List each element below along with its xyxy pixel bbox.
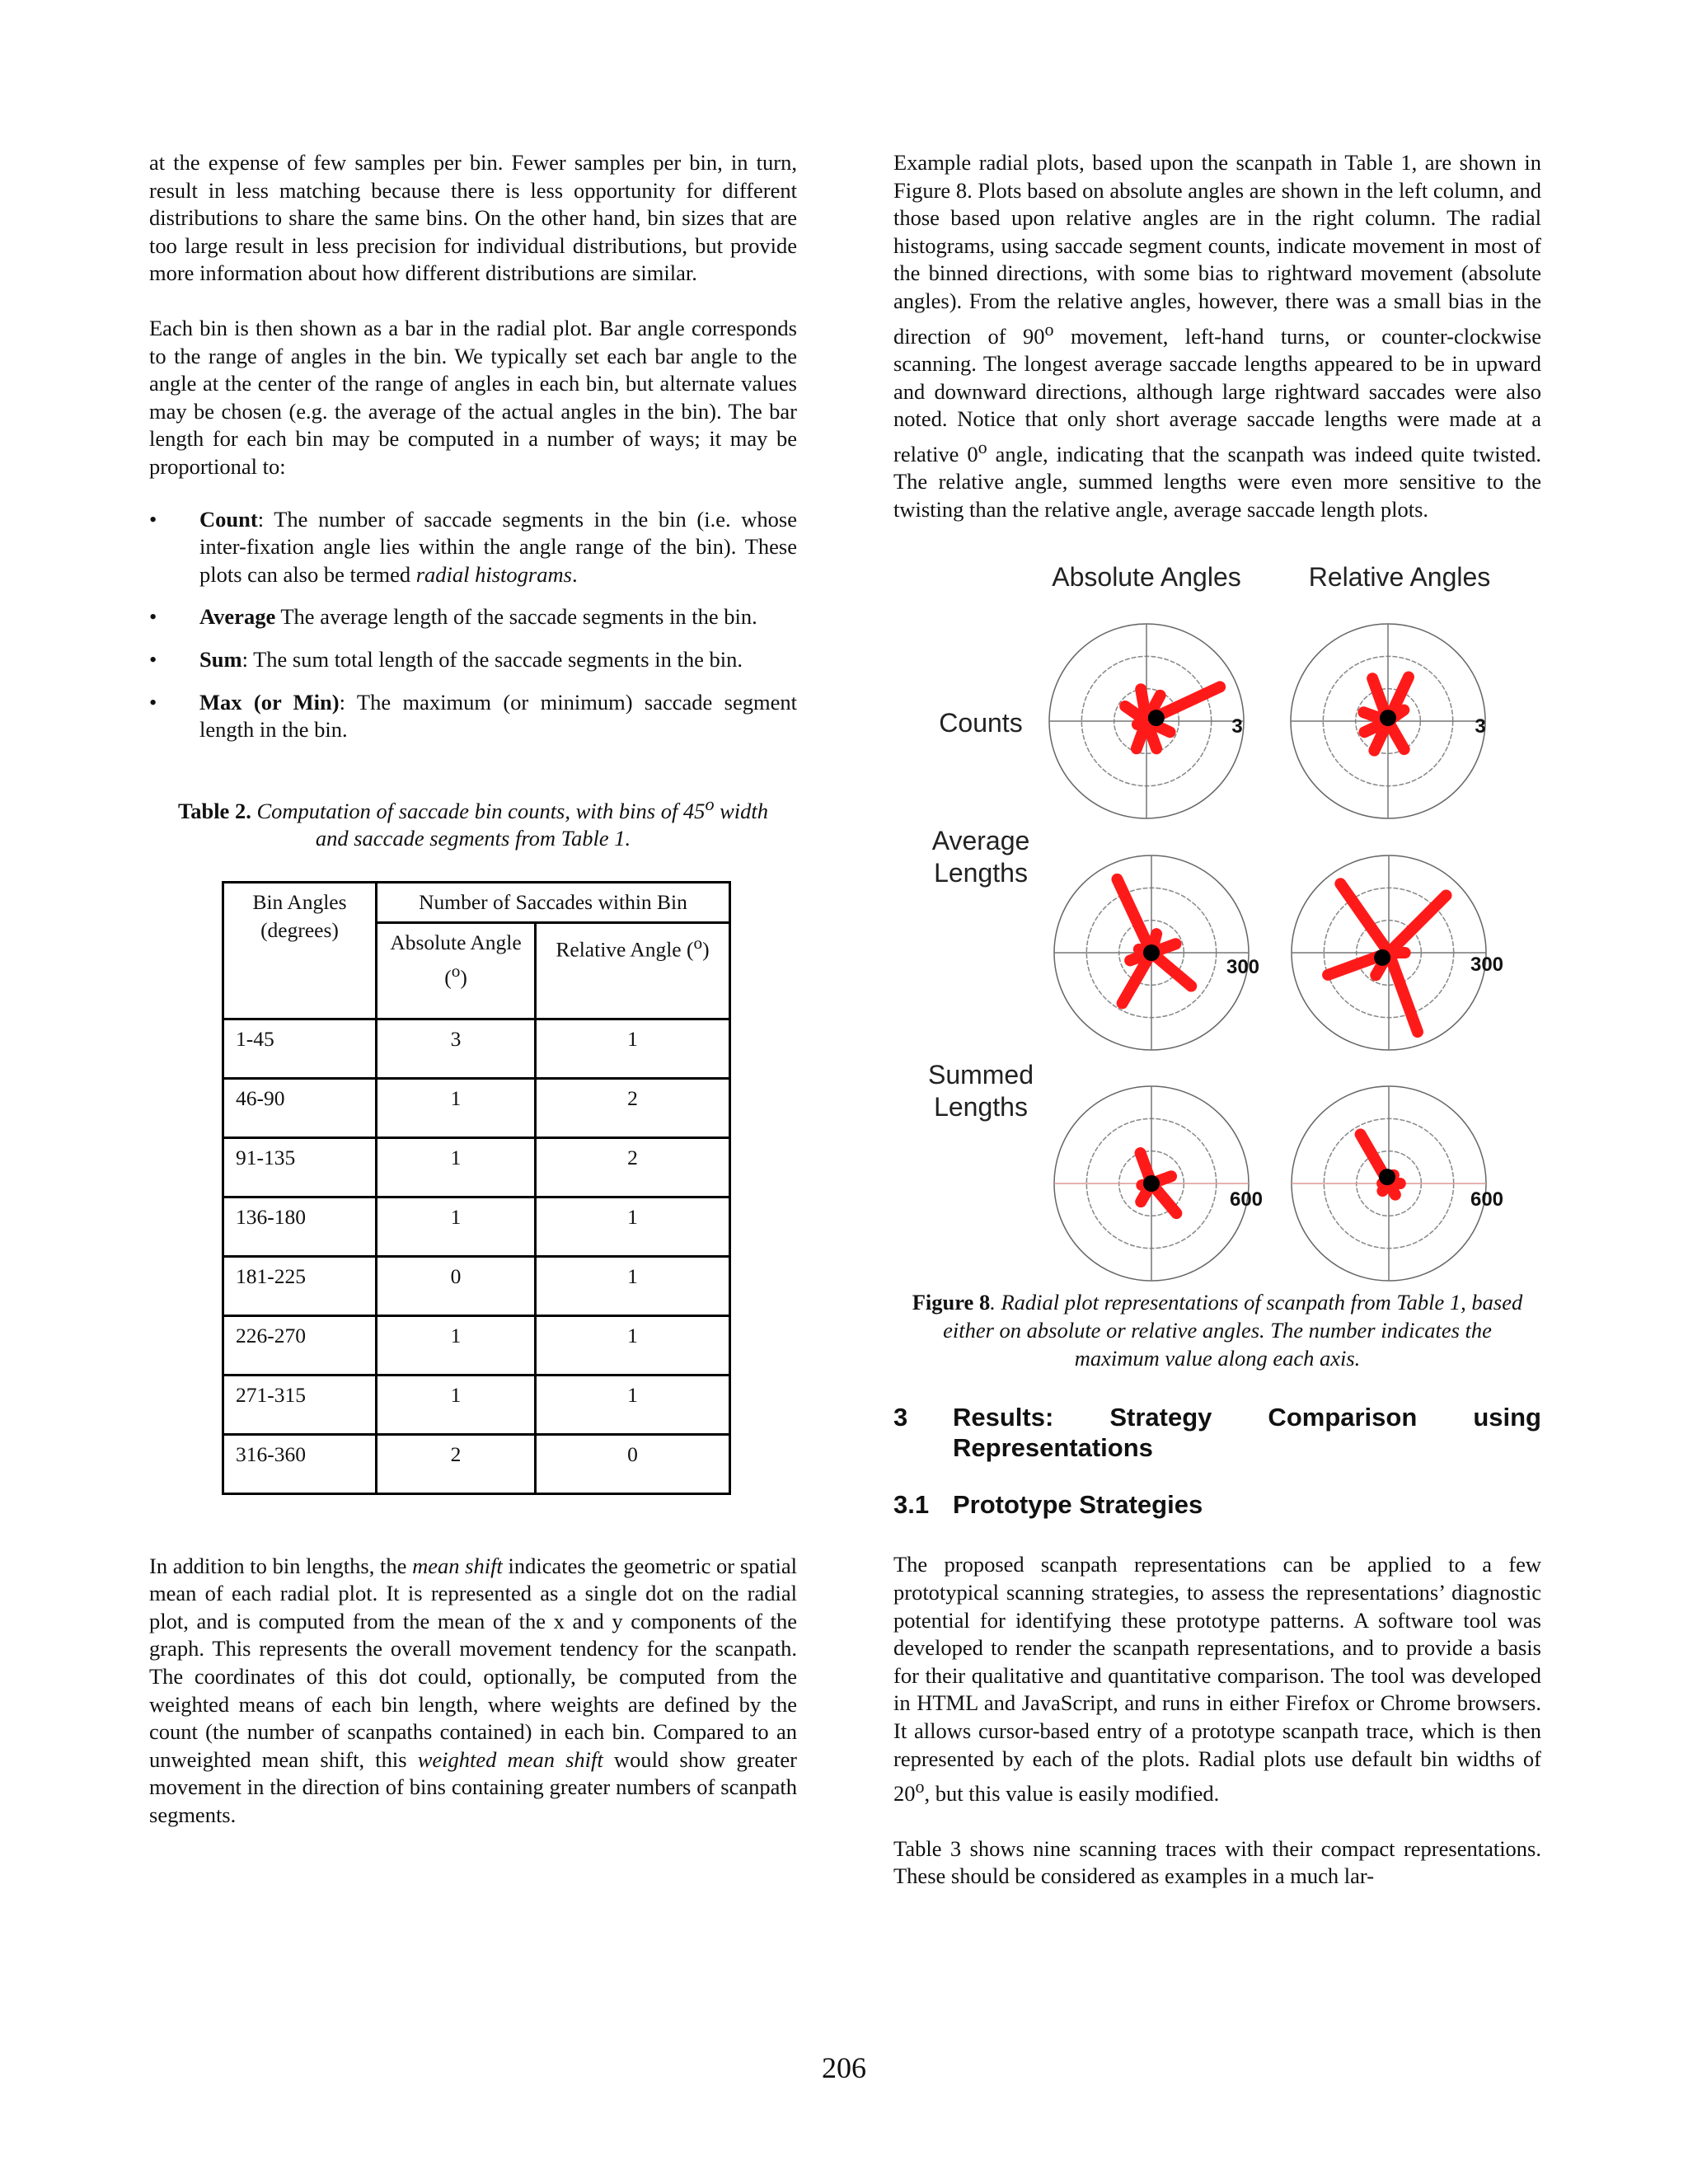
row-label-summed: Summed	[927, 1060, 1034, 1090]
bullet-icon: •	[149, 604, 157, 630]
figure-8	[893, 537, 1541, 1286]
table-caption	[149, 790, 797, 853]
figure-caption-text: . Radial plot representations of scanpath from Table 1, based either on absolute or relative angles. The number indicates the maximum value along each axis.	[943, 1290, 1523, 1371]
max-label: 600	[1229, 1188, 1264, 1212]
table-row: 316-360 2 0	[223, 1434, 730, 1493]
mean-shift-dot	[1148, 710, 1165, 726]
right-paragraph-3: Table 3 shows nine scanning traces with their compact representations. These should be considered as examples in a much lar-	[893, 1835, 1541, 1889]
list-text: : The sum total length of the saccade segments in the bin.	[241, 646, 743, 672]
table-row: 1-45 3 1	[223, 1019, 730, 1078]
list-item	[149, 689, 797, 744]
right-paragraph-2: The proposed scanpath representations can be applied to a few prototypical scanning strategies, to assess the representations’ diagnostic potential for identifying these prototype patterns. A software tool was developed to render the scanpath representations, and to provide a basis for their qualitative and quantitative comparison. The tool was developed in HTML and JavaScript, and runs in either Firefox or Chrome browsers. It allows cursor-based entry of a prototype scanpath trace, which is then represented by each of the plots. Radial plots use default bin widths of 20$^o$, but this value is easily modified.	[893, 1552, 1541, 1806]
table-row: 271-315 1 1	[223, 1375, 730, 1434]
list-term: Sum	[199, 646, 242, 672]
right-column	[893, 149, 1541, 1891]
list-term: Average	[199, 604, 276, 630]
bullet-icon: •	[149, 506, 157, 532]
header-number-of-saccades: Number of Saccades within Bin	[377, 882, 730, 922]
list-tail: .	[571, 561, 578, 587]
list-term: Max (or Min)	[199, 689, 340, 715]
row-label-counts: Counts	[939, 708, 1023, 738]
table-row: 181-225 0 1	[223, 1256, 730, 1315]
mean-shift-dot	[1143, 1175, 1160, 1192]
bin-counts-table	[222, 881, 731, 1495]
list-term: Count	[199, 506, 258, 532]
left-paragraph-3: In addition to bin lengths, the mean shift indicates the geometric or spatial mean of each radial plot. It is represented as a single dot on the radial plot, and is computed from the mean of the x and y components of the graph. This represents the overall movement tendency for the scanpath. The coordinates of this dot could, optionally, be computed from the weighted means of each bin length, where weights are defined by the count (the number of scanpaths contained) in each bin. Compared to an unweighted mean shift, this weighted mean shift would show greater movement in the direction of bins containing greater numbers of scanpath segments.	[149, 1553, 797, 1828]
figure-caption-label: Figure 8	[912, 1290, 991, 1315]
table-caption-label: Table 2.	[177, 798, 251, 823]
mean-shift-dot	[1380, 710, 1396, 726]
bin-length-list	[149, 506, 797, 744]
radial-plots-figure	[893, 537, 1541, 1286]
table-row: 136-180 1 1	[223, 1197, 730, 1256]
left-paragraph-1: at the expense of few samples per bin. Fewer samples per bin, in turn, result in less matching because there is less opportunity for different distributions to share the same bins. On the other hand, bin sizes that are too large result in less precision for individual distributions, but provide more information about how different distributions are similar.	[149, 150, 797, 286]
row-label-lengths: Lengths	[934, 858, 1028, 888]
header-relative-angle: Relative Angle ($^o$)	[536, 922, 730, 1019]
subsection-heading: 3.1 Prototype Strategies	[893, 1490, 1203, 1520]
max-label: 300	[1470, 954, 1504, 977]
list-item	[149, 506, 797, 589]
table-row: 91-135 1 2	[223, 1137, 730, 1197]
bullet-icon: •	[149, 646, 157, 672]
mean-shift-dot	[1143, 944, 1160, 961]
right-paragraph-1: Example radial plots, based upon the scanpath in Table 1, are shown in Figure 8. Plots based on absolute angles are shown in the left column, and those based upon relative angles are in the right column. The radial histograms, using saccade segment counts, indicate movement in most of the binned directions, with some bias to rightward movement (absolute angles). From the relative angles, however, there was a small bias in the direction of 90$^o$ movement, left-hand turns, or counter-clockwise scanning. The longest average saccade lengths appeared to be in upward and downward directions, although large rightward saccades were also noted. Notice that only short average saccade lengths were made at a relative 0$^o$ angle, indicating that the scanpath was indeed quite twisted. The relative angle, summed lengths were even more sensitive to the twisting than the relative angle, average saccade length plots.	[893, 150, 1541, 522]
list-text: : The number of saccade segments in the bin (i.e. whose inter-fixation angle lies within the angle range of the bin). These plots can also be termed	[199, 506, 797, 587]
max-label: 600	[1470, 1188, 1504, 1212]
figure-caption	[893, 1288, 1541, 1372]
list-item	[149, 603, 797, 631]
radial-bar	[1340, 884, 1389, 954]
table-caption-text-a: Computation of saccade bin counts, with bins of 45	[251, 798, 706, 823]
max-label: 300	[1226, 956, 1260, 979]
page-number: 206	[822, 2051, 866, 2084]
left-paragraph-2: Each bin is then shown as a bar in the radial plot. Bar angle corresponds to the range of angles in the bin. We typically set each bar angle to the angle at the center of the range of angles in each bin, but alternate values may be chosen (e.g. the average of the actual angles in the bin). The bar length for each bin may be computed in a number of ways; it may be proportional to:	[149, 315, 797, 479]
header-bin-angles: Bin Angles (degrees)	[223, 882, 377, 1019]
radial-bar	[1389, 953, 1418, 1032]
col-title-relative: Relative Angles	[1308, 562, 1491, 593]
row-label-average: Average	[931, 826, 1030, 856]
list-text: : The maximum (or minimum) saccade segment length in the bin.	[199, 689, 797, 743]
table-caption-text-b: width and saccade segments from Table 1.	[315, 798, 769, 851]
radial-bar	[1389, 896, 1447, 954]
bullet-icon: •	[149, 689, 157, 715]
mean-shift-dot	[1379, 1169, 1395, 1186]
section-heading: 3 Results: Strategy Comparison using Representations	[893, 1403, 1541, 1463]
header-absolute-angle: Absolute Angle ($^o$)	[377, 922, 536, 1019]
list-italic: radial histograms	[415, 561, 572, 587]
table-row: 226-270 1 1	[223, 1315, 730, 1375]
list-item	[149, 646, 797, 674]
degree-sup: o	[705, 793, 715, 814]
table-row: 46-90 1 2	[223, 1078, 730, 1137]
max-label: 3	[1475, 715, 1486, 738]
row-label-lengths: Lengths	[934, 1092, 1028, 1122]
list-text: The average length of the saccade segments in the bin.	[275, 604, 757, 630]
mean-shift-dot	[1374, 949, 1390, 966]
col-title-absolute: Absolute Angles	[1052, 562, 1241, 593]
max-label: 3	[1231, 715, 1243, 738]
left-column	[149, 149, 797, 1830]
